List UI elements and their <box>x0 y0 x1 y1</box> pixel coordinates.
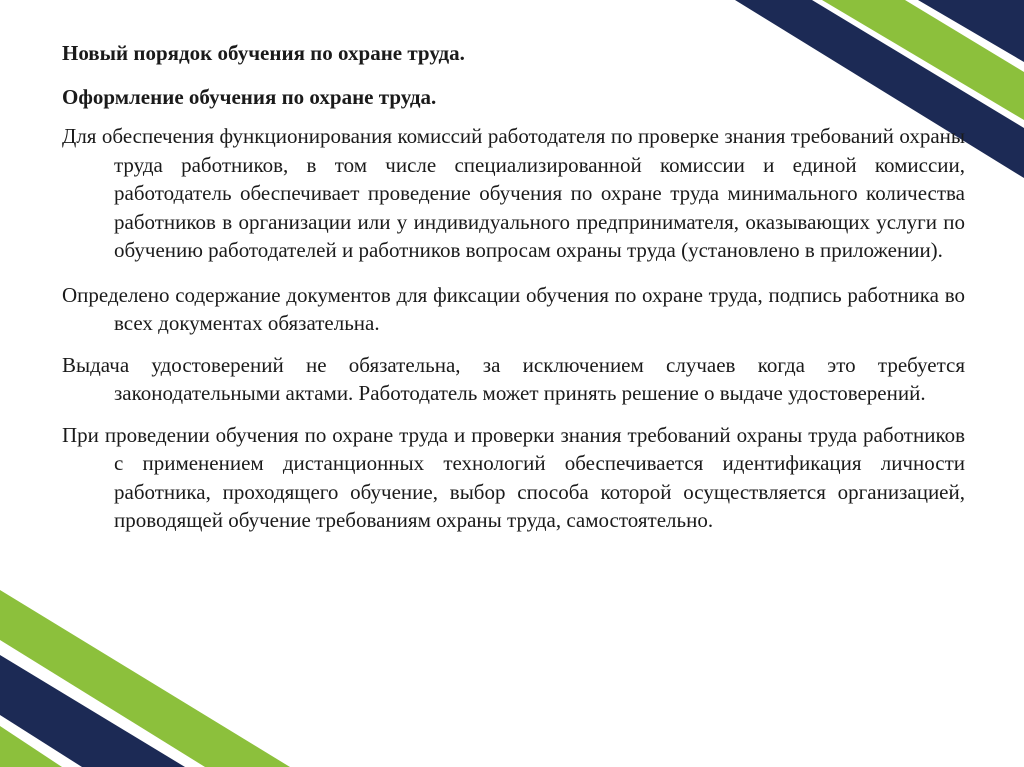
slide-heading: Новый порядок обучения по охране труда. <box>62 41 465 65</box>
paragraph-certificates: Выдача удостоверений не обязательна, за исключением случаев когда это требуется законодательными актами. Работодатель может принять решение о выдаче удостоверений. <box>62 352 965 405</box>
slide-content <box>62 40 965 535</box>
paragraph-commissions: Для обеспечения функционирования комиссий работодателя по проверке знания требований охраны труда работников, в том числе специализированной комиссии и единой комиссии, работодатель обеспечивает проведение обучения по охране труда минимального количества работников в организации или у индивидуального предпринимателя, оказывающих услуги по обучению работодателей и работников вопросам охраны труда (установлено в приложении). <box>62 124 965 262</box>
paragraph-documents: Определено содержание документов для фиксации обучения по охране труда, подпись работника во всех документах обязательна. <box>62 282 965 335</box>
paragraph-remote-training: При проведении обучения по охране труда и проверки знания требований охраны труда работников с применением дистанционных технологий обеспечивается идентификация личности работника, проходящего обучение, выбор способа которой осуществляется организацией, проводящей обучение требованиям охраны труда, самостоятельно. <box>62 422 965 532</box>
slide-subheading: Оформление обучения по охране труда. <box>62 85 437 109</box>
